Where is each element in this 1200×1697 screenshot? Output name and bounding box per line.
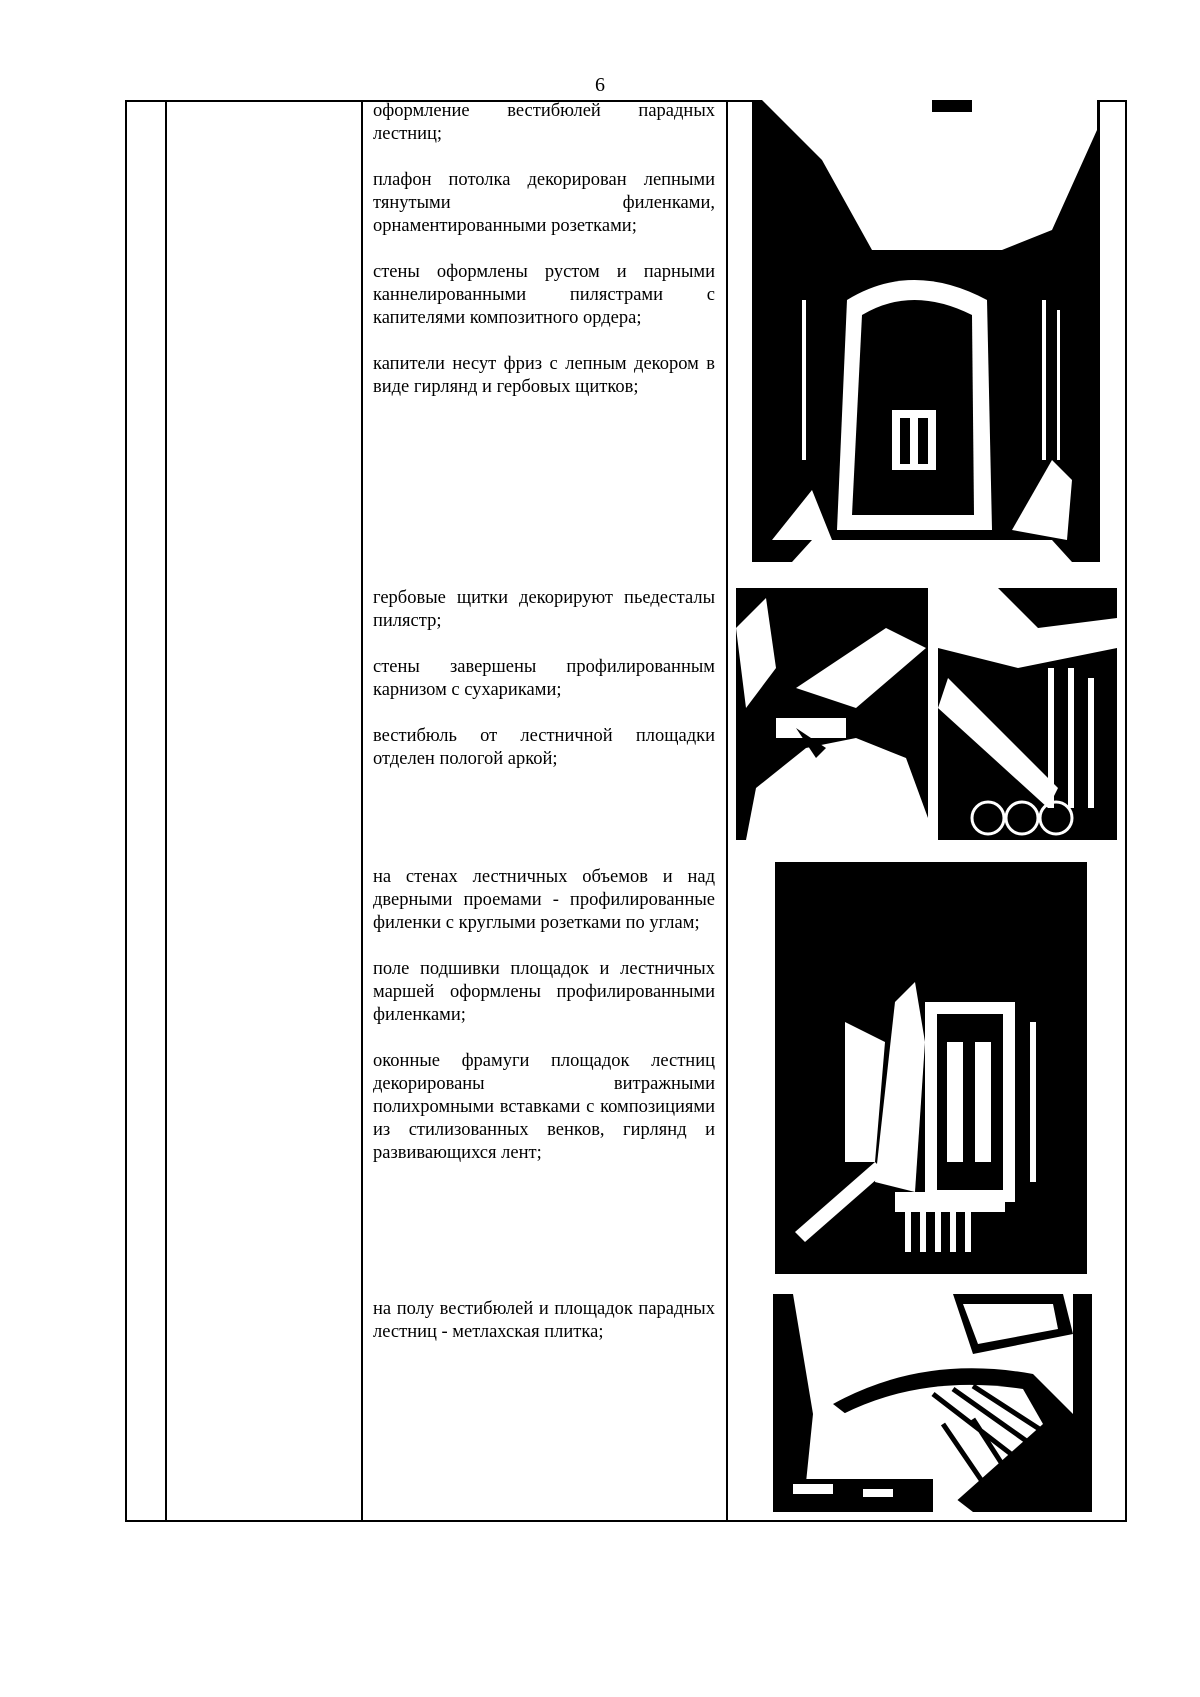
page-number: 6	[595, 74, 605, 96]
column-divider	[165, 100, 167, 1522]
column-divider	[726, 100, 728, 1522]
row-4-description	[373, 1298, 715, 1367]
paragraph: на стенах лестничных объемов и над дверными проемами - профилированные филенки с круглыми розетками по углам;	[373, 867, 715, 933]
landing-floor-photo	[773, 1294, 1092, 1512]
arch-detail-photo	[938, 588, 1117, 840]
stairwell-window-photo	[775, 862, 1087, 1274]
vestibule-photo	[752, 100, 1100, 562]
paragraph: плафон потолка декорирован лепными тянутыми филенками, орнаментированными розетками;	[373, 170, 715, 236]
wall-detail-photo	[736, 588, 928, 840]
row-3-description	[373, 866, 715, 1188]
paragraph: на полу вестибюлей и площадок парадных лестниц - метлахская плитка;	[373, 1299, 715, 1342]
paragraph: гербовые щитки декорируют пьедесталы пилястр;	[373, 588, 715, 631]
row-2-description	[373, 587, 715, 794]
paragraph: стены оформлены рустом и парными каннелированными пилястрами с капителями композитного ордера;	[373, 262, 715, 328]
paragraph: поле подшивки площадок и лестничных маршей оформлены профилированными филенками;	[373, 959, 715, 1025]
paragraph: оформление вестибюлей парадных лестниц;	[373, 101, 715, 144]
paragraph: капители несут фриз с лепным декором в виде гирлянд и гербовых щитков;	[373, 354, 715, 397]
row-1-description	[373, 100, 715, 422]
paragraph: стены завершены профилированным карнизом с сухариками;	[373, 657, 715, 700]
column-divider	[361, 100, 363, 1522]
paragraph: вестибюль от лестничной площадки отделен пологой аркой;	[373, 726, 715, 769]
paragraph: оконные фрамуги площадок лестниц декорированы витражными полихромными вставками с композициями из стилизованных венков, гирлянд и развивающихся лент;	[373, 1051, 715, 1163]
